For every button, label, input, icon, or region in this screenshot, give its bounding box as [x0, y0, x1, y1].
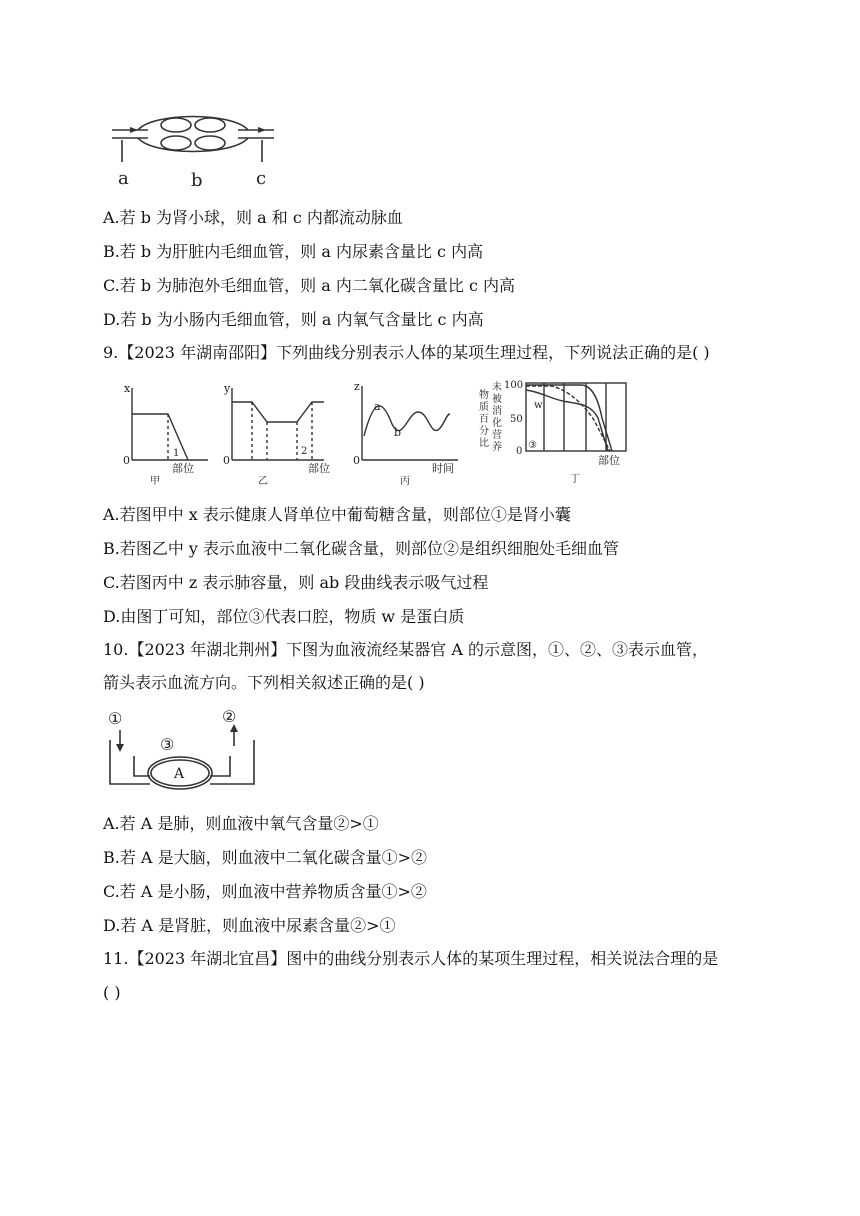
q10-stem-line2: 箭头表示血流方向。下列相关叙述正确的是( )	[103, 673, 425, 692]
ding-origin: 0	[516, 446, 523, 457]
q9-option-a: A.若图甲中 x 表示健康人肾单位中葡萄糖含量，则部位①是肾小囊	[103, 505, 571, 524]
ding-xlabel: 部位	[598, 454, 620, 467]
bing-xlabel: 时间	[432, 462, 454, 475]
vessel-3-label: ③	[160, 735, 175, 754]
jia-marker: 1	[173, 448, 180, 459]
jia-ylabel: x	[124, 382, 131, 395]
q8-option-a: A.若 b 为肾小球，则 a 和 c 内都流动脉血	[103, 208, 403, 227]
svg-text:分: 分	[479, 426, 489, 437]
vessel-1-label: ①	[108, 709, 123, 728]
label-b: b	[191, 170, 203, 190]
svg-text:比: 比	[479, 438, 489, 449]
label-a: a	[118, 168, 129, 189]
organ-blood-flow-diagram	[104, 706, 264, 800]
ding-label-w: w	[534, 400, 543, 411]
svg-text:化: 化	[492, 418, 502, 429]
ding-caption: 丁	[570, 474, 580, 485]
q10-option-b: B.若 A 是大脑，则血液中二氧化碳含量①>②	[103, 848, 427, 867]
yi-marker: 2	[301, 446, 308, 457]
ding-ylabel	[479, 380, 502, 453]
jia-caption: 甲	[150, 476, 160, 486]
jia-origin: 0	[123, 454, 130, 467]
yi-ylabel: y	[224, 382, 231, 395]
q9-option-c: C.若图丙中 z 表示肺容量，则 ab 段曲线表示吸气过程	[103, 573, 489, 592]
jia-xlabel: 部位	[172, 462, 194, 475]
ding-marker: ③	[528, 440, 537, 451]
q8-option-b: B.若 b 为肝脏内毛细血管，则 a 内尿素含量比 c 内高	[103, 242, 484, 261]
graph-ding	[526, 383, 626, 451]
yi-origin: 0	[223, 454, 230, 467]
q8-option-c: C.若 b 为肺泡外毛细血管，则 a 内二氧化碳含量比 c 内高	[103, 276, 516, 295]
svg-text:养: 养	[492, 442, 502, 453]
graph-bing	[362, 386, 458, 460]
q8-option-d: D.若 b 为小肠内毛细血管，则 a 内氧气含量比 c 内高	[103, 310, 484, 329]
graph-jia	[132, 388, 208, 460]
graph-yi	[232, 388, 324, 460]
q10-stem-line1: 10.【2023 年湖北荆州】下图为血液流经某器官 A 的示意图，①、②、③表示血管，	[103, 640, 708, 659]
bing-point-a: a	[374, 400, 381, 413]
svg-text:百: 百	[479, 414, 489, 425]
q9-stem: 9.【2023 年湖南邵阳】下列曲线分别表示人体的某项生理过程，下列说法正确的是( )	[103, 343, 710, 362]
svg-text:未: 未	[492, 382, 502, 393]
yi-caption: 乙	[258, 476, 268, 486]
q10-option-a: A.若 A 是肺，则血液中氧气含量②>①	[103, 814, 379, 833]
yi-xlabel: 部位	[308, 462, 330, 475]
q11-stem-line2: ( )	[103, 983, 121, 1002]
q10-option-d: D.若 A 是肾脏，则血液中尿素含量②>①	[103, 916, 396, 935]
bing-ylabel: z	[354, 380, 360, 393]
bing-origin: 0	[353, 454, 360, 467]
q11-stem-line1: 11.【2023 年湖北宜昌】图中的曲线分别表示人体的某项生理过程，相关说法合理的是	[103, 949, 719, 968]
organ-a-label: A	[174, 766, 185, 782]
svg-text:质: 质	[479, 402, 489, 413]
bing-caption: 丙	[400, 476, 410, 486]
q10-option-c: C.若 A 是小肠，则血液中营养物质含量①>②	[103, 882, 427, 901]
label-c: c	[256, 168, 267, 189]
svg-text:被: 被	[492, 394, 502, 405]
svg-text:物: 物	[479, 390, 489, 401]
q9-option-d: D.由图丁可知，部位③代表口腔，物质 w 是蛋白质	[103, 607, 465, 626]
q9-option-b: B.若图乙中 y 表示血液中二氧化碳含量，则部位②是组织细胞处毛细血管	[103, 539, 620, 558]
svg-text:营: 营	[492, 430, 502, 441]
bing-point-b: b	[394, 426, 402, 439]
q9-graphs	[112, 378, 632, 486]
vessel-2-label: ②	[222, 707, 237, 726]
ding-tick-100: 100	[504, 380, 524, 391]
svg-text:消: 消	[492, 406, 502, 417]
ding-tick-50: 50	[510, 414, 523, 425]
capillary-diagram	[108, 104, 278, 190]
